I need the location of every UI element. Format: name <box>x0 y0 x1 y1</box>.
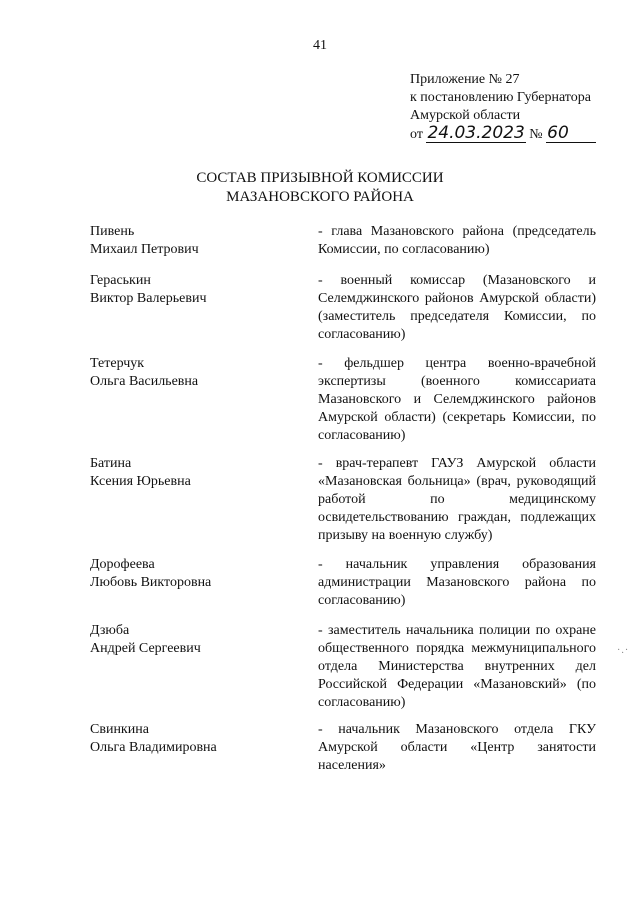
member-role: - глава Мазановского района (председатель Комиссии, по согласованию) <box>318 224 596 257</box>
page-number: 41 <box>313 38 327 53</box>
appendix-line-2: к постановлению Губернатора <box>410 90 591 105</box>
handwritten-date: 24.03.2023 <box>427 123 525 143</box>
member-surname: Пивень <box>90 224 135 239</box>
member-name <box>90 355 290 391</box>
title-line-2: МАЗАНОВСКОГО РАЙОНА <box>226 189 414 205</box>
member-role: - начальник Мазановского отдела ГКУ Амурской области «Центр занятости населения» <box>318 722 596 773</box>
document-title <box>0 169 640 207</box>
member-name <box>90 721 290 757</box>
member-role: - военный комиссар (Мазановского и Селемджинского районов Амурской области) (заместитель председателя Комиссии, по согласованию) <box>318 273 596 342</box>
member-name <box>90 223 290 259</box>
member-surname: Тетерчук <box>90 356 145 371</box>
member-name <box>90 272 290 308</box>
appendix-date-line <box>410 125 596 144</box>
scan-margin-mark: ·.· <box>617 645 630 656</box>
number-prefix: № <box>529 127 543 142</box>
member-surname: Свинкина <box>90 722 149 737</box>
member-name <box>90 622 290 658</box>
title-line-1: СОСТАВ ПРИЗЫВНОЙ КОМИССИИ <box>196 170 444 186</box>
member-role: - фельдшер центра военно-врачебной экспертизы (военного комиссариата Мазановского и Селемджинского районов Амурской области) (секретарь Комиссии, по согласованию) <box>318 356 596 443</box>
member-given-names: Любовь Викторовна <box>90 575 212 590</box>
member-surname: Дорофеева <box>90 557 155 572</box>
date-prefix: от <box>410 127 423 142</box>
appendix-block <box>410 71 596 144</box>
member-given-names: Ксения Юрьевна <box>90 474 191 489</box>
member-role: - врач-терапевт ГАУЗ Амурской области «Мазановская больница» (врач, руководящий работой по медицинскому освидетельствованию граждан, подлежащих призыву на военную службу) <box>318 456 596 543</box>
appendix-line-1: Приложение № 27 <box>410 72 520 87</box>
member-given-names: Михаил Петрович <box>90 242 199 257</box>
member-surname: Дзюба <box>90 623 130 638</box>
member-given-names: Виктор Валерьевич <box>90 291 207 306</box>
member-surname: Батина <box>90 456 132 471</box>
member-role: - заместитель начальника полиции по охране общественного порядка межмуниципального отдела Министерства внутренних дел Российской Федерации «Мазановский» (по согласованию) <box>318 623 596 710</box>
appendix-line-3: Амурской области <box>410 108 521 123</box>
member-given-names: Ольга Владимировна <box>90 740 217 755</box>
handwritten-number: 60 <box>546 125 596 143</box>
member-given-names: Ольга Васильевна <box>90 374 199 389</box>
member-role: - начальник управления образования администрации Мазановского района по согласованию) <box>318 557 596 608</box>
member-given-names: Андрей Сергеевич <box>90 641 201 656</box>
member-name <box>90 556 290 592</box>
member-name <box>90 455 290 491</box>
member-surname: Гераськин <box>90 273 151 288</box>
